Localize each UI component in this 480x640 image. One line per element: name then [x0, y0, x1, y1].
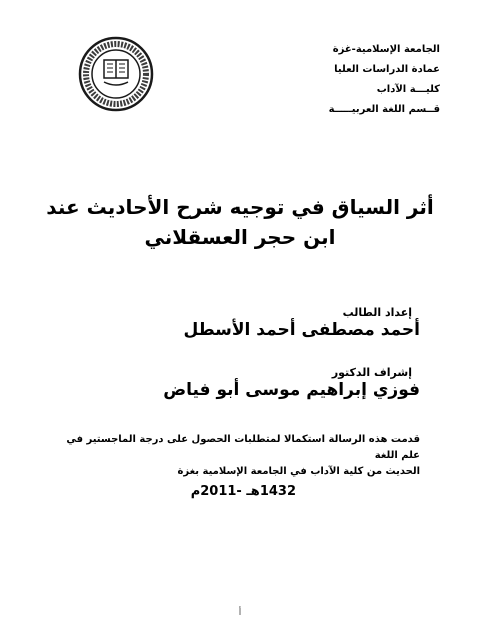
submission-date: 1432هـ -2011م — [190, 484, 296, 499]
faculty-name: كليـــة الآداب — [376, 84, 440, 95]
thesis-title-line-1: أثر السياق في توجيه شرح الأحاديث عند — [46, 195, 434, 219]
page-number: أ — [238, 608, 242, 618]
student-label: إعداد الطالب — [342, 306, 412, 319]
submission-statement-line-1: قدمت هذه الرسالة استكمالا لمتطلبات الحصول على درجة الماجستير في علم اللغة — [66, 434, 420, 461]
supervisor-name: فوزي إبراهيم موسى أبو فياض — [163, 380, 420, 400]
thesis-title — [40, 192, 440, 252]
institution-header — [300, 40, 440, 120]
submission-statement-line-2: الحديث من كلية الآداب في الجامعة الإسلامية بغزة — [177, 466, 420, 477]
university-seal-icon — [78, 36, 154, 112]
department-name: قــسم اللغة العربيـــــة — [328, 104, 440, 115]
student-name: أحمد مصطفى أحمد الأسطل — [183, 320, 420, 340]
university-logo — [78, 36, 154, 112]
submission-statement — [60, 432, 420, 480]
supervisor-label: إشراف الدكتور — [331, 366, 412, 379]
deanship-name: عمادة الدراسات العليا — [334, 64, 440, 75]
university-name: الجامعة الإسلامية-غزة — [332, 44, 440, 55]
thesis-title-line-2: ابن حجر العسقلاني — [144, 225, 336, 249]
